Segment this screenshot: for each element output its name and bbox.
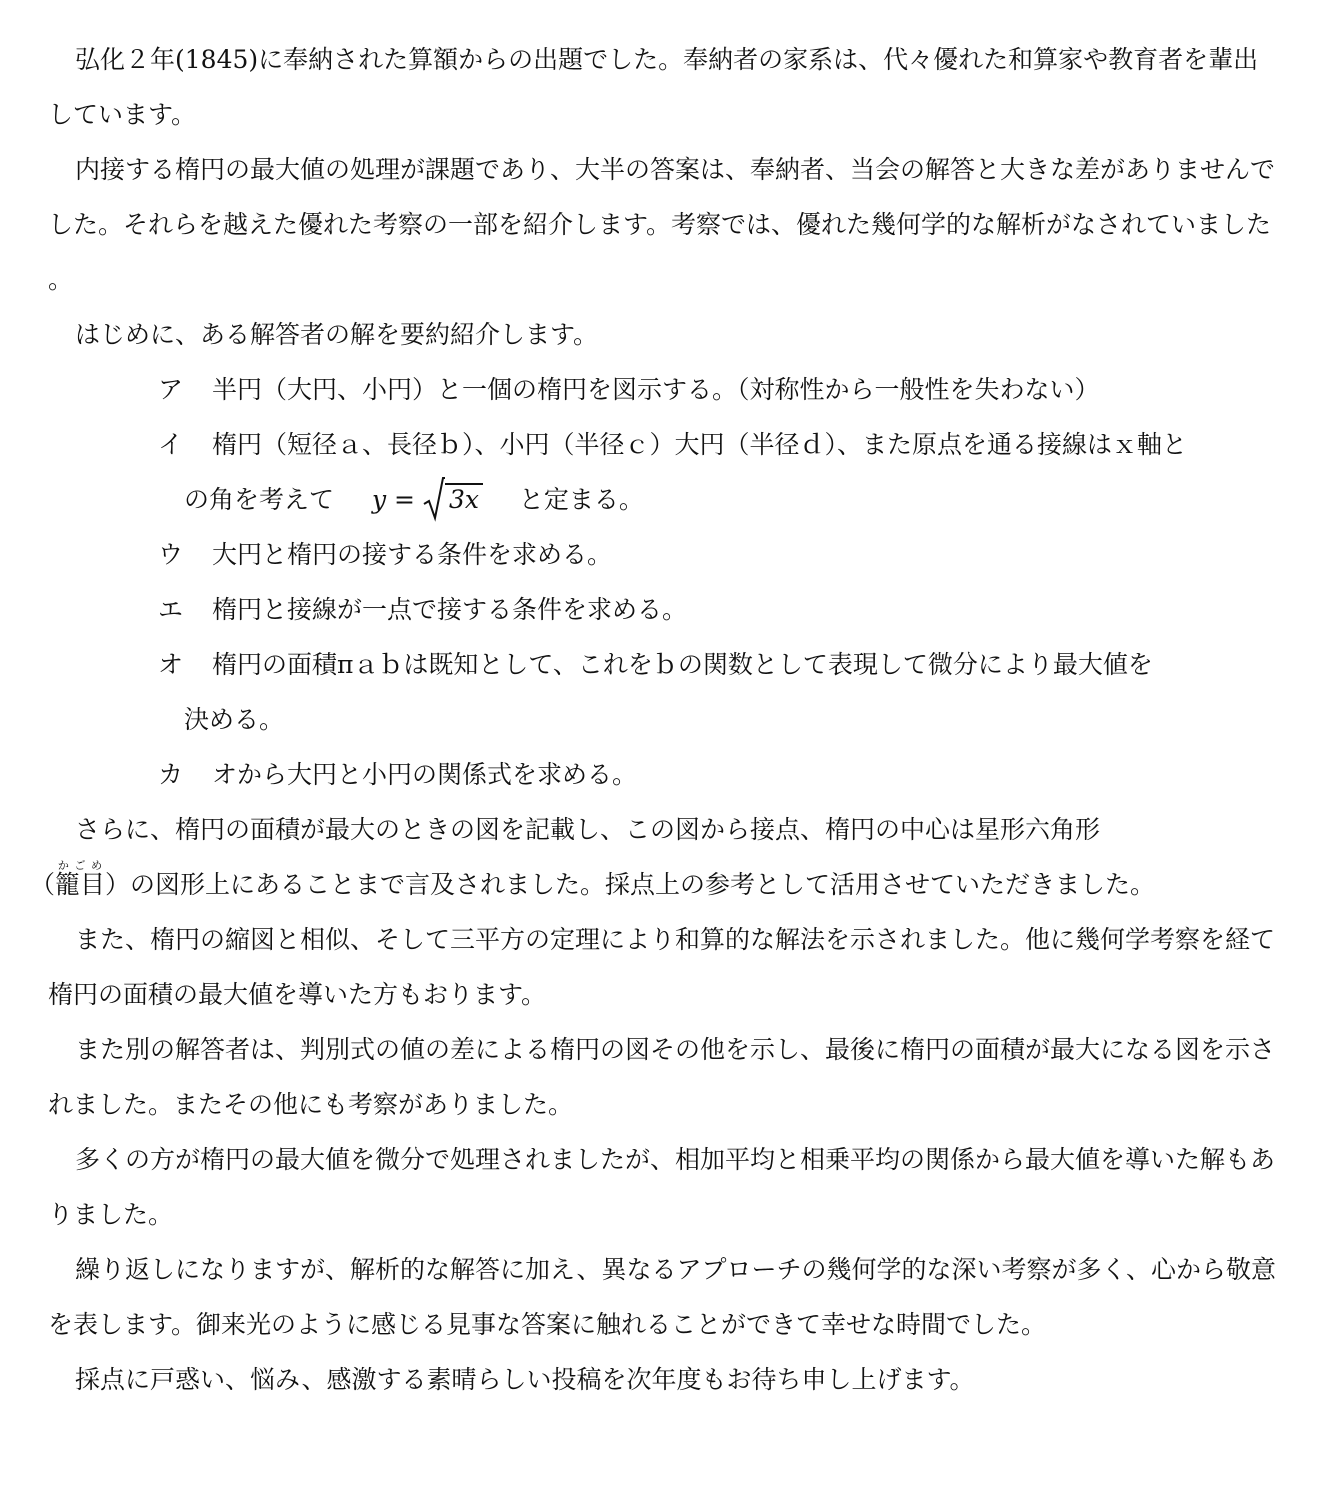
paragraph-review: 内接する楕円の最大値の処理が課題であり、大半の答案は、奉納者、当会の解答と大きな差がありませんでした。それらを越えた優れた考察の一部を紹介します。考察では、優れた幾何学的な解析がなされていました。 [48,155,1276,294]
list-item-text: 楕円（短径ａ、長径ｂ）、小円（半径ｃ）大円（半径ｄ）、また原点を通る接線はｘ軸と [212,430,1188,459]
paragraph-am-gm: 多くの方が楕円の最大値を微分で処理されましたが、相加平均と相乗平均の関係から最大値を導いた解もありました。 [48,1145,1276,1229]
list-item-text: オから大円と小円の関係式を求める。 [212,760,638,789]
list-item-text-post: と定まる。 [518,485,644,514]
list-item-text: 楕円と接線が一点で接する条件を求める。 [212,595,688,624]
equation-lhs: y = [371,485,415,514]
list-item-ka [158,747,1280,802]
equation-radicand: 3x [445,483,483,514]
paragraph-wasan-method: また、楕円の縮図と相似、そして三平方の定理により和算的な解法を示されました。他に幾何学考察を経て楕円の面積の最大値を導いた方もおります。 [48,925,1276,1009]
list-item-text: 大円と楕円の接する条件を求める。 [212,540,613,569]
kagome-reading: かごめ [55,859,106,872]
paragraph-figure-note-post: の図形上にあることまで言及されました。採点上の参考として活用させていただきました。 [130,870,1156,899]
list-item-a [158,362,1280,417]
list-item-text-pre: の角を考えて [184,485,335,514]
list-item-text: 半円（大円、小円）と一個の楕円を図示する。（対称性から一般性を失わない） [212,375,1100,404]
list-marker: カ [158,760,184,789]
kagome-ruby [55,859,106,899]
list-item-i [158,417,1280,527]
list-item-continuation: 決める。 [184,705,285,734]
list-item-e [158,582,1280,637]
list-marker: オ [158,650,184,679]
paragraph-figure-note: さらに、楕円の面積が最大のときの図を記載し、この図から接点、楕円の中心は星形六角形 （籠目かごめ）の図形上にあることまで言及されました。採点上の参考として活用させていただきました。 [30,815,1156,899]
paragraph-gratitude: 繰り返しになりますが、解析的な解答に加え、異なるアプローチの幾何学的な深い考察が多く、心から敬意を表します。御来光のように感じる見事な答案に触れることができて幸せな時間でした。 [48,1255,1277,1339]
list-item-u [158,527,1280,582]
paragraph-discriminant: また別の解答者は、判別式の値の差による楕円の図その他を示し、最後に楕円の面積が最大になる図を示されました。またその他にも考察がありました。 [48,1035,1276,1119]
list-item-o [158,637,1280,747]
kagome-kanji: 籠目 [55,870,106,899]
paragraph-closing: 採点に戸惑い、悩み、感激する素晴らしい投稿を次年度もお待ち申し上げます。 [75,1365,975,1394]
list-marker: ウ [158,540,184,569]
paragraph-intro: 弘化２年(1845)に奉納された算額からの出題でした。奉納者の家系は、代々優れた和算家や教育者を輩出しています。 [48,45,1259,129]
equation-sqrt [423,472,483,527]
list-marker: イ [158,430,184,459]
list-item-text: 楕円の面積πａｂは既知として、これをｂの関数として表現して微分により最大値を [212,650,1153,679]
list-item-continuation [158,472,1280,527]
paragraph-figure-note-pre: さらに、楕円の面積が最大のときの図を記載し、この図から接点、楕円の中心は星形六角形 [75,815,1101,844]
list-marker: ア [158,375,184,404]
list-marker: エ [158,595,184,624]
sqrt-sign-icon [423,476,445,522]
paragraph-summary-lead: はじめに、ある解答者の解を要約紹介します。 [75,320,599,349]
